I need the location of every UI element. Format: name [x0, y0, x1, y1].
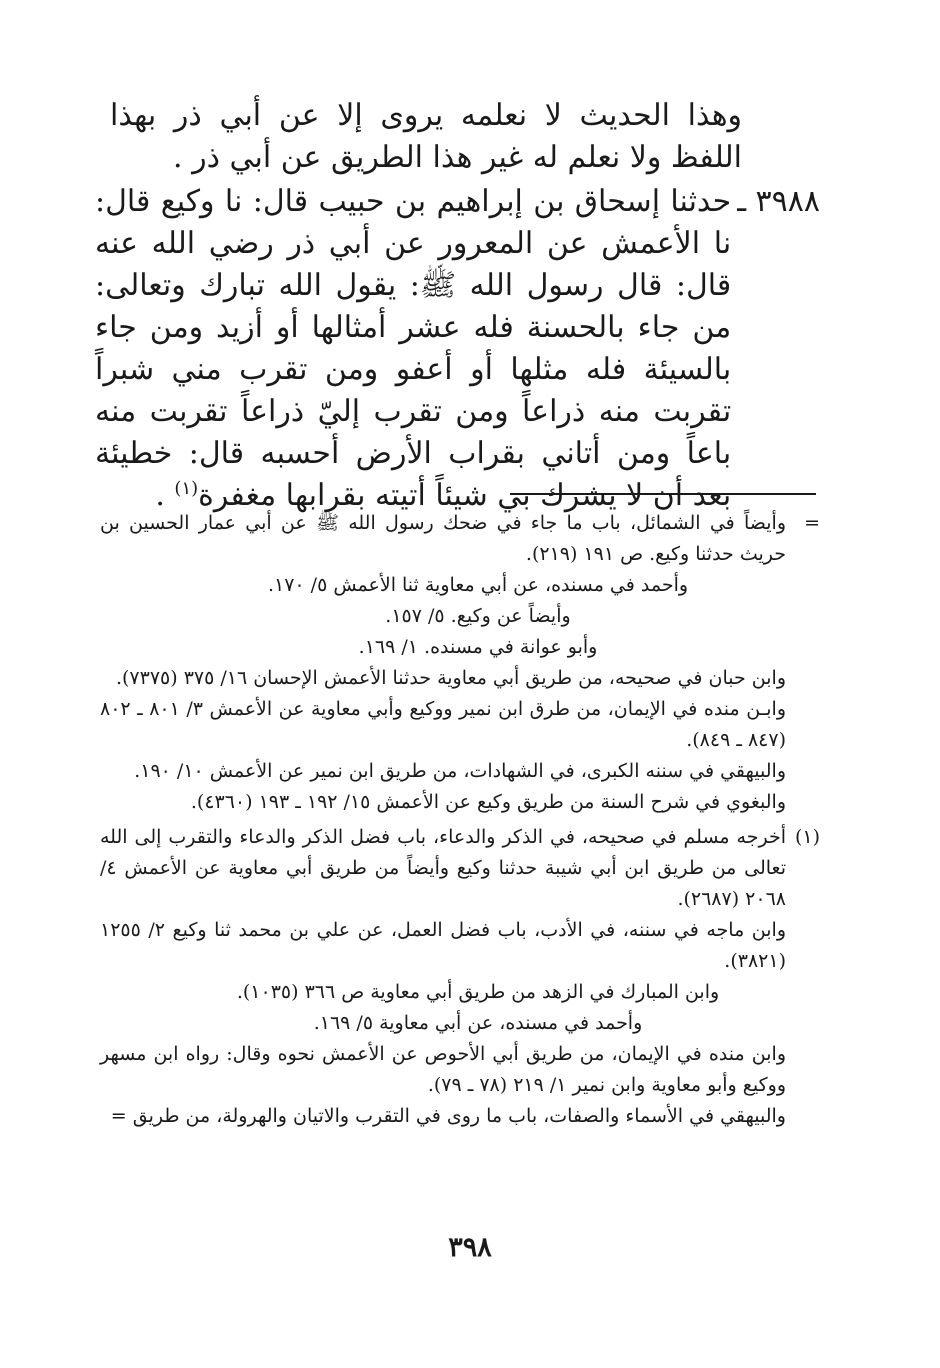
footnote-separator	[510, 493, 816, 495]
footnote-reference: (١)	[174, 478, 199, 499]
footnote-line: وأيضاً في الشمائل، باب ما جاء في ضحك رسول الله ﷺ عن أبي عمار الحسين بن حريث حدثنا وكيع. ص ١٩١ (٢١٩).	[100, 512, 786, 565]
hadith-3988	[95, 181, 820, 517]
footnote-1-mark: (١)	[794, 826, 820, 848]
hadith-number: ٣٩٨٨ ـ	[737, 184, 820, 219]
footnote-1	[100, 822, 820, 1132]
footnote-continued-body	[100, 508, 786, 818]
footnote-continuation-mark: =	[804, 512, 820, 534]
main-text	[95, 95, 820, 517]
footnote-line: وأبو عوانة في مسنده. ١/ ١٦٩.	[358, 636, 598, 658]
footnote-line: وابن المبارك في الزهد من طريق أبي معاوية ص ٣٦٦ (١٠٣٥).	[236, 981, 720, 1003]
footnote-continued	[100, 508, 820, 818]
footnote-line: وابن ماجه في سننه، في الأدب، باب فضل العمل، عن علي بن محمد ثنا وكيع ٢/ ١٢٥٥ (٣٨٢١).	[100, 919, 786, 972]
footnote-line: والبيهقي في سننه الكبرى، في الشهادات، من طريق ابن نمير عن الأعمش ١٠/ ١٩٠.	[134, 760, 786, 782]
footnotes	[100, 508, 820, 1132]
footnote-line: وابن حبان في صحيحه، من طريق أبي معاوية حدثنا الأعمش الإحسان ١٦/ ٣٧٥ (٧٣٧٥).	[115, 667, 786, 689]
hadith-text-body: حدثنا إسحاق بن إبراهيم بن حبيب قال: نا وكيع قال: نا الأعمش عن المعرور عن أبي ذر رضي الله عنه قال: قال رسول الله ﷺ: يقول الله تبارك وتعالى: من جاء بالحسنة فله عشر أمثالها أو أزيد ومن جاء بالسيئة فله مثلها أو أعفو ومن تقرب مني شبراً تقربت منه ذراعاً ومن تقرب إليّ ذراعاً تقربت منه باعاً ومن أتاني بقراب الأرض أحسبه قال: خطيئة بعد أن لا يشرك بي شيئاً أتيته بقرابها مغفرة	[95, 184, 732, 513]
hadith-text-end: .	[155, 478, 175, 513]
footnote-line: وأحمد في مسنده، عن أبي معاوية ٥/ ١٦٩.	[313, 1012, 643, 1034]
footnote-line: وابـن منده في الإيمان، من طرق ابن نمير ووكيع وأبي معاوية عن الأعمش ٣/ ٨٠١ ـ ٨٠٢ (٨٤٧ ـ ٨٤٩).	[100, 698, 786, 751]
page-number: ٣٩٨	[448, 1232, 492, 1263]
footnote-line: والبغوي في شرح السنة من طريق وكيع عن الأعمش ١٥/ ١٩٢ ـ ١٩٣ (٤٣٦٠).	[190, 791, 786, 813]
hadith-text	[95, 181, 731, 517]
footnote-1-body	[100, 822, 786, 1132]
footnote-line: وأيضاً عن وكيع. ٥/ ١٥٧.	[385, 605, 571, 627]
footnote-line: والبيهقي في الأسماء والصفات، باب ما روى في التقرب والاتيان والهرولة، من طريق =	[110, 1105, 786, 1127]
intro-paragraph: وهذا الحديث لا نعلمه يروى إلا عن أبي ذر بهذا اللفظ ولا نعلم له غير هذا الطريق عن أبي ذر .	[110, 98, 742, 175]
footnote-line: وابن منده في الإيمان، من طريق أبي الأحوص عن الأعمش نحوه وقال: رواه ابن مسهر ووكيع وأبو معاوية وابن نمير ١/ ٢١٩ (٧٨ ـ ٧٩).	[100, 1043, 786, 1096]
footnote-line: وأحمد في مسنده، عن أبي معاوية ثنا الأعمش ٥/ ١٧٠.	[267, 574, 689, 596]
footnote-line: أخرجه مسلم في صحيحه، في الذكر والدعاء، باب فضل الذكر والدعاء والتقرب إلى الله تعالى من طريق ابن أبي شيبة حدثنا وكيع وأيضاً من طريق أبي معاوية عن الأعمش ٤/ ٢٠٦٨ (٢٦٨٧).	[100, 826, 786, 910]
